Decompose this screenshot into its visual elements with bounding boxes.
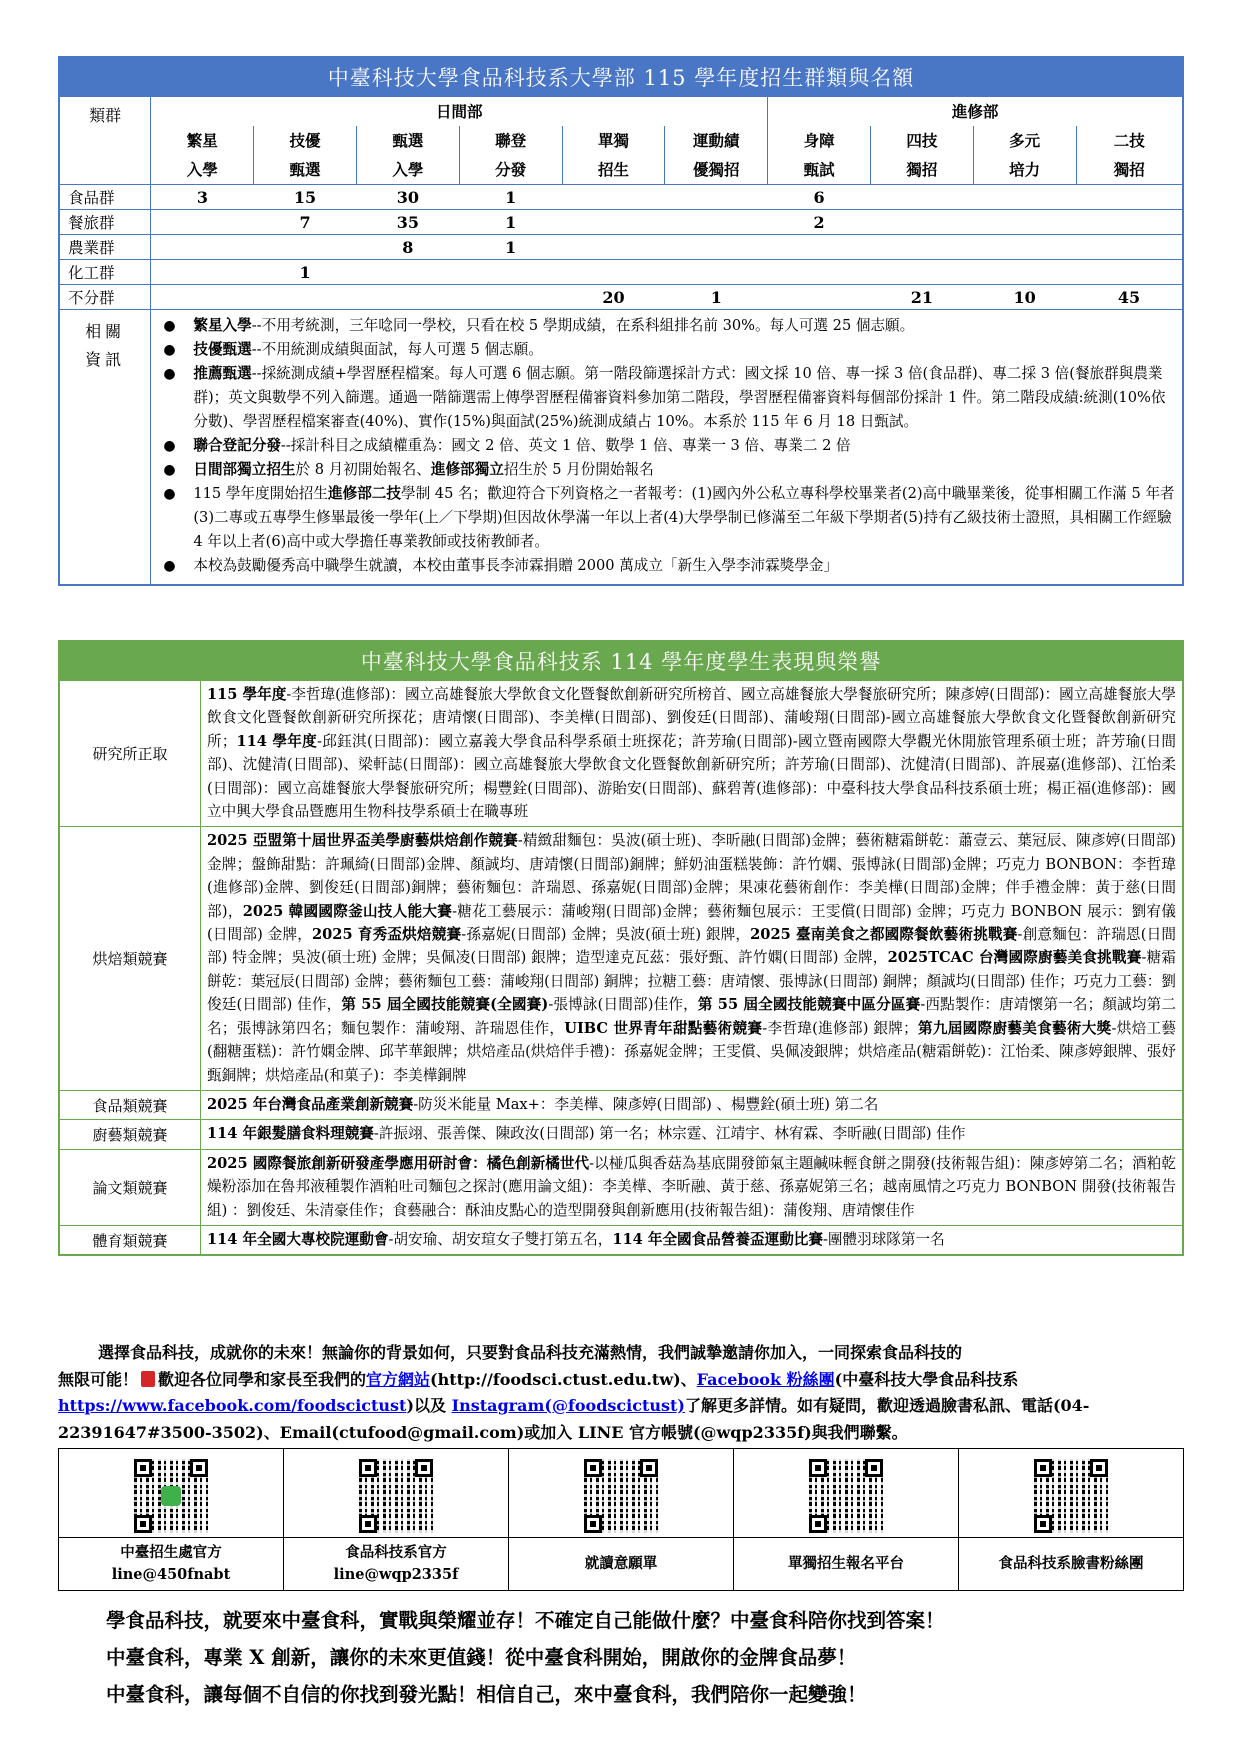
column-header-line2: 分發 xyxy=(495,160,527,179)
info-item-text: --不用考統測，三年唸同一學校，只看在校 5 學期成績，在系科組排名前 30%。每人可選 25 個志願。 xyxy=(251,317,915,334)
column-header xyxy=(768,126,871,185)
column-header-line1: 四技 xyxy=(906,131,938,150)
quota-cell xyxy=(665,185,768,210)
info-item xyxy=(161,434,1176,458)
quota-cell xyxy=(151,285,254,310)
quota-cell xyxy=(1076,185,1183,210)
qr-label-id: line@wqp2335f xyxy=(333,1566,459,1583)
table-row xyxy=(59,185,1183,210)
qr-label xyxy=(734,1538,959,1591)
quota-cell: 1 xyxy=(254,260,357,285)
qr-label xyxy=(284,1538,509,1591)
column-header-line2: 甄選 xyxy=(289,160,321,179)
column-header xyxy=(973,126,1076,185)
category-name: 食品群 xyxy=(59,185,151,210)
info-item-text: 115 學年度開始招生 xyxy=(193,485,328,502)
facebook-url-link[interactable]: https://www.facebook.com/foodscictust xyxy=(58,1396,407,1415)
quota-cell xyxy=(562,210,665,235)
info-item-text: 於 8 月初開始報名、 xyxy=(295,461,431,478)
column-header xyxy=(254,126,357,185)
slogans xyxy=(58,1602,1184,1713)
honors-row xyxy=(59,827,1183,1090)
column-header-line1: 單獨 xyxy=(597,131,629,150)
qr-label-title: 食品科技系臉書粉絲團 xyxy=(998,1555,1144,1572)
table-row xyxy=(59,285,1183,310)
qr-code-icon[interactable] xyxy=(359,1459,433,1533)
honors-category: 廚藝類競賽 xyxy=(59,1120,201,1149)
column-header-line2: 培力 xyxy=(1009,160,1041,179)
quota-cell: 1 xyxy=(665,285,768,310)
info-item-text: --採計科目之成績權重為：國文 2 倍、英文 1 倍、數學 1 倍、專業一 3 倍、專業二 2 倍 xyxy=(280,437,851,454)
invitation-line-4: 22391647#3500-3502)、Email(ctufood@gmail.com)或加入 LINE 官方帳號(@wqp2335f)與我們聯繫。 xyxy=(58,1422,908,1442)
invitation-line-3 xyxy=(58,1393,1184,1420)
quota-cell xyxy=(151,260,254,285)
quota-cell xyxy=(356,285,459,310)
quota-cell xyxy=(1076,260,1183,285)
qr-code-icon[interactable] xyxy=(584,1459,658,1533)
quota-cell: 35 xyxy=(356,210,459,235)
column-header xyxy=(356,126,459,185)
column-header-line1: 二技 xyxy=(1113,131,1145,150)
invitation-text: 無限可能！ xyxy=(58,1369,139,1389)
info-item xyxy=(161,314,1176,338)
official-website-link[interactable]: 官方網站 xyxy=(366,1369,431,1389)
qr-label-row xyxy=(59,1538,1184,1591)
quota-cell xyxy=(870,235,973,260)
info-item-title: 聯合登記分發 xyxy=(193,437,281,454)
qr-label xyxy=(59,1538,284,1591)
quota-cell xyxy=(562,185,665,210)
category-name: 不分群 xyxy=(59,285,151,310)
column-header-line1: 聯登 xyxy=(495,131,527,150)
invitation-paragraph xyxy=(58,1340,1184,1446)
category-name: 農業群 xyxy=(59,235,151,260)
website-url-text: (http://foodsci.ctust.edu.tw)、 xyxy=(430,1369,697,1389)
column-header xyxy=(1076,126,1183,185)
line-logo-icon xyxy=(161,1486,181,1506)
info-item-text: 招生於 5 月份開始報名 xyxy=(503,461,654,478)
qr-label-title: 就讀意願單 xyxy=(584,1555,658,1572)
column-header-line1: 多元 xyxy=(1009,131,1041,150)
megaphone-icon xyxy=(141,1371,155,1387)
info-item-text: 本校為鼓勵優秀高中職學生就讀，本校由董事長李沛霖捐贈 2000 萬成立「新生入學李沛霖獎學金」 xyxy=(193,557,839,574)
honors-row xyxy=(59,681,1183,827)
info-label-1: 相關 xyxy=(85,322,126,341)
column-header-line1: 技優 xyxy=(289,131,321,150)
info-item-text: --採統測成績+學習歷程檔案。每人可選 6 個志願。第一階段篩選採計方式：國文採 10 倍、專一採 3 倍(食品群)、專二採 3 倍(餐旅群與農業群)；英文與數學不列入篩選。通過一階篩選需上傳學習歷程備審資料參加第二階段，學習歷程備審資料每個部份採計 1 件。第二階段成績:統測(10%依分數)、學習歷程檔案審查(40%)、實作(15%)與面試(25%)統測成績占 10%。本系於 115 年 6 月 18 日甄試。 xyxy=(193,365,1166,430)
quota-cell xyxy=(870,210,973,235)
category-label: 類群 xyxy=(59,97,151,185)
qr-section xyxy=(58,1448,1184,1591)
qr-label xyxy=(959,1538,1184,1591)
day-division-label: 日間部 xyxy=(151,97,768,127)
info-item xyxy=(161,338,1176,362)
info-label xyxy=(59,310,151,586)
honors-row xyxy=(59,1149,1183,1225)
column-header-line2: 優獨招 xyxy=(693,160,740,179)
info-label-2: 資訊 xyxy=(85,350,126,369)
invitation-line-2 xyxy=(58,1367,1184,1394)
table-row xyxy=(59,210,1183,235)
quota-cell xyxy=(459,260,562,285)
honors-section xyxy=(58,640,1184,1256)
quota-cell xyxy=(356,260,459,285)
quota-cell xyxy=(768,235,871,260)
column-headers xyxy=(59,126,1183,185)
table-row xyxy=(59,260,1183,285)
column-header xyxy=(459,126,562,185)
quota-cell: 45 xyxy=(1076,285,1183,310)
quota-cell xyxy=(562,260,665,285)
qr-cell xyxy=(734,1449,959,1538)
quota-cell xyxy=(151,210,254,235)
quota-cell: 8 xyxy=(356,235,459,260)
info-item-title: 繁星入學 xyxy=(193,317,252,334)
quota-cell: 15 xyxy=(254,185,357,210)
info-item-title: 進修部獨立 xyxy=(430,461,504,478)
honors-row xyxy=(59,1120,1183,1149)
slogan-line: 學食品科技，就要來中臺食科，實戰與榮耀並存！不確定自己能做什麼？中臺食科陪你找到答案！ xyxy=(106,1609,945,1632)
honors-row xyxy=(59,1225,1183,1255)
quota-cell xyxy=(254,235,357,260)
info-item xyxy=(161,458,1176,482)
quota-cell: 30 xyxy=(356,185,459,210)
qr-cell xyxy=(284,1449,509,1538)
quota-cell: 3 xyxy=(151,185,254,210)
quota-cell xyxy=(459,285,562,310)
qr-code-icon[interactable] xyxy=(1034,1459,1108,1533)
quota-cell xyxy=(768,285,871,310)
info-item xyxy=(161,482,1176,554)
column-header-line2: 入學 xyxy=(186,160,218,179)
qr-table xyxy=(58,1448,1184,1591)
quota-cell: 21 xyxy=(870,285,973,310)
honors-category: 體育類競賽 xyxy=(59,1225,201,1255)
instagram-link[interactable]: Instagram(@foodscictust) xyxy=(451,1396,685,1415)
honors-rows xyxy=(59,681,1183,1256)
honors-content: 114 年銀髮膳食料理競賽-許振翊、張善傑、陳政汝(日間部) 第一名；林宗霆、江靖宇、林宥霖、李昕融(日間部) 佳作 xyxy=(201,1120,1184,1149)
honors-table xyxy=(58,640,1184,1256)
quota-cell: 7 xyxy=(254,210,357,235)
quota-cell xyxy=(1076,210,1183,235)
qr-code-icon[interactable] xyxy=(809,1459,883,1533)
quota-cell xyxy=(973,235,1076,260)
quota-cell xyxy=(665,210,768,235)
honors-content: 114 年全國大專校院運動會-胡安瑜、胡安瑄女子雙打第五名，114 年全國食品營養盃運動比賽-團體羽球隊第一名 xyxy=(201,1225,1184,1255)
quota-cell: 2 xyxy=(768,210,871,235)
column-header xyxy=(151,126,254,185)
slogan-line: 中臺食科，專業 X 創新，讓你的未來更值錢！從中臺食科開始，開啟你的金牌食品夢！ xyxy=(106,1646,857,1669)
info-item-text: --不用統測成績與面試，每人可選 5 個志願。 xyxy=(251,341,543,358)
quota-cell xyxy=(870,260,973,285)
honors-category: 研究所正取 xyxy=(59,681,201,827)
admission-section xyxy=(58,56,1184,586)
info-item xyxy=(161,554,1176,578)
honors-title: 中臺科技大學食品科技系 114 學年度學生表現與榮譽 xyxy=(59,641,1183,681)
quota-cell xyxy=(254,285,357,310)
quota-cell xyxy=(665,260,768,285)
honors-category: 食品類競賽 xyxy=(59,1090,201,1119)
info-list xyxy=(161,314,1176,578)
column-header-line1: 身障 xyxy=(803,131,835,150)
column-header-line2: 甄試 xyxy=(803,160,835,179)
admission-rows xyxy=(59,185,1183,310)
info-item xyxy=(161,362,1176,434)
line-qr-icon[interactable] xyxy=(134,1459,208,1533)
info-item-title: 日間部獨立招生 xyxy=(193,461,296,478)
column-header-line2: 招生 xyxy=(597,160,629,179)
category-name: 餐旅群 xyxy=(59,210,151,235)
column-header-line1: 甄選 xyxy=(392,131,424,150)
honors-content: 2025 國際餐旅創新研發產學應用研討會：橘色創新橘世代-以椪瓜與香菇為基底開發節氣主題鹹味輕食餅之開發(技術報告組)：陳彥婷第二名；酒粕乾燥粉添加在魯邦液種製作酒粕吐司麵包之探討(應用論文組)：李美樺、李昕融、黃于慈、孫嘉妮第三名；越南風情之巧克力 BONBON 開發(技術報告組) ：劉俊廷、朱清豪佳作；食藝融合：酥油皮點心的造型開發與創新應用(技術報告組)：蒲俊翔、唐靖懷佳作 xyxy=(201,1149,1184,1225)
column-header-line1: 繁星 xyxy=(186,131,218,150)
facebook-name-text: (中臺科技大學食品科技系 xyxy=(834,1369,1019,1389)
quota-cell: 1 xyxy=(459,210,562,235)
category-name: 化工群 xyxy=(59,260,151,285)
quota-cell: 20 xyxy=(562,285,665,310)
evening-division-label: 進修部 xyxy=(768,97,1183,127)
quota-cell xyxy=(1076,235,1183,260)
slogan-line: 中臺食科，讓每個不自信的你找到發光點！相信自己，來中臺食科，我們陪你一起變強！ xyxy=(106,1683,867,1706)
column-header xyxy=(562,126,665,185)
quota-cell xyxy=(151,235,254,260)
table-row xyxy=(59,235,1183,260)
qr-label-title: 食品科技系官方 xyxy=(345,1544,447,1561)
qr-label-title: 單獨招生報名平台 xyxy=(788,1555,904,1572)
qr-cell xyxy=(509,1449,734,1538)
qr-cell xyxy=(959,1449,1184,1538)
honors-category: 論文類競賽 xyxy=(59,1149,201,1225)
honors-content: 115 學年度-李哲瑋(進修部)：國立高雄餐旅大學飲食文化暨餐飲創新研究所榜首、國立高雄餐旅大學餐旅研究所；陳彥婷(日間部)：國立高雄餐旅大學飲食文化暨餐飲創新研究所探花；唐靖懷(日間部)、李美樺(日間部)、劉俊廷(日間部)、蒲峻翔(日間部)-國立高雄餐旅大學飲食文化暨餐飲創新研究所；114 學年度-邱鈺淇(日間部)：國立嘉義大學食品科學系碩士班探花；許芳瑜(日間部)-國立暨南國際大學觀光休閒旅管理系碩士班；許芳瑜(日間部)、沈健清(日間部)、梁軒誌(日間部)：國立高雄餐旅大學飲食文化暨餐飲創新研究所；許芳瑜(日間部)、沈健清(日間部)、許展嘉(進修部)、江怡柔(日間部)：國立高雄餐旅大學餐旅研究所；楊豐銓(日間部)、游貽安(日間部)、蘇碧菁(進修部)：中臺科技大學食品科技系碩士班；楊正福(進修部)：國立中興大學食品暨應用生物科技學系碩士在職專班 xyxy=(201,681,1184,827)
admission-title: 中臺科技大學食品科技系大學部 115 學年度招生群類與名額 xyxy=(59,57,1183,97)
admission-table xyxy=(58,56,1184,586)
quota-cell xyxy=(870,185,973,210)
info-item-text: 學制 45 名；歡迎符合下列資格之一者報考：(1)國內外公私立專科學校畢業者(2)高中職畢業後，從事相關工作滿 5 年者(3)二專或五專學生修畢最後一學年(上／下學期)但因故休學滿一年以上者(4)大學學制已修滿至二年級下學期者(5)持有乙級技術士證照，具相關工作經驗 4 年以上者(6)高中或大學擔任專業教師或技術教師者。 xyxy=(193,485,1175,550)
honors-row xyxy=(59,1090,1183,1119)
qr-label-title: 中臺招生處官方 xyxy=(120,1544,222,1561)
quota-cell: 10 xyxy=(973,285,1076,310)
qr-label-id: line@450fnabt xyxy=(111,1566,231,1583)
quota-cell xyxy=(768,260,871,285)
honors-category: 烘焙類競賽 xyxy=(59,827,201,1090)
quota-cell xyxy=(973,210,1076,235)
column-header xyxy=(665,126,768,185)
info-item-title: 推薦甄選 xyxy=(193,365,252,382)
qr-label xyxy=(509,1538,734,1591)
qr-code-row xyxy=(59,1449,1184,1538)
column-header xyxy=(870,126,973,185)
invitation-text: 了解更多詳情。如有疑問，歡迎透過臉書私訊、電話(04- xyxy=(684,1396,1090,1415)
quota-cell xyxy=(562,235,665,260)
quota-cell xyxy=(973,185,1076,210)
column-header-line2: 入學 xyxy=(392,160,424,179)
invitation-text: )以及 xyxy=(406,1396,452,1415)
quota-cell: 1 xyxy=(459,235,562,260)
admission-info xyxy=(151,310,1183,586)
quota-cell: 6 xyxy=(768,185,871,210)
column-header-line2: 獨招 xyxy=(906,160,938,179)
info-item-title: 進修部二技 xyxy=(328,485,401,502)
column-header-line2: 獨招 xyxy=(1113,160,1145,179)
qr-cell xyxy=(59,1449,284,1538)
info-item-title: 技優甄選 xyxy=(193,341,252,358)
quota-cell xyxy=(665,235,768,260)
invitation-line-1: 選擇食品科技，成就你的未來！無論你的背景如何，只要對食品科技充滿熱情，我們誠摯邀請你加入，一同探索食品科技的 xyxy=(98,1343,963,1362)
honors-content: 2025 亞盟第十屆世界盃美學廚藝烘焙創作競賽-精緻甜麵包：吳波(碩士班)、李昕融(日間部)金牌；藝術糖霜餅乾：蕭壹云、葉冠辰、陳彥婷(日間部)金牌；盤飾甜點：許珮綺(日間部)金牌、顏誠均、唐靖懷(日間部)銅牌；鮮奶油蛋糕裝飾：許竹嫻、張博詠(日間部)金牌；巧克力 BONBON：李哲瑋(進修部)金牌、劉俊廷(日間部)銅牌；藝術麵包：許瑞恩、孫嘉妮(日間部)金牌；果凍花藝術創作：李美樺(日間部)金牌；伴手禮金牌：黃于慈(日間部)，2025 韓國國際釜山技人能大賽-糖花工藝展示：蒲峻翔(日間部)金牌；藝術麵包展示：王雯償(日間部) 金牌；巧克力 BONBON 展示：劉宥儀(日間部) 金牌，2025 育秀盃烘焙競賽-孫嘉妮(日間部) 金牌；吳波(碩士班) 銀牌，2025 臺南美食之都國際餐飲藝術挑戰賽-創意麵包：許瑞恩(日間部) 特金牌；吳波(碩士班) 金牌；吳佩凌(日間部) 銀牌；造型達克瓦茲：張妤甄、許竹嫻(日間部) 金牌，2025TCAC 台灣國際廚藝美食挑戰賽-糖霜餅乾：葉冠辰(日間部) 金牌；藝術麵包工藝：蒲峻翔(日間部) 銅牌；拉糖工藝：唐靖懷、張博詠(日間部) 銅牌；顏誠均(日間部) 佳作；巧克力工藝：劉俊廷(日間部) 佳作，第 55 屆全國技能競賽(全國賽)-張博詠(日間部)佳作，第 55 屆全國技能競賽中區分區賽-西點製作：唐靖懷第一名；顏誠均第二名；張博詠第四名；麵包製作：蒲峻翔、許瑞恩佳作，UIBC 世界青年甜點藝術競賽-李哲瑋(進修部) 銀牌；第九屆國際廚藝美食藝術大獎-烘焙工藝(翻糖蛋糕)：許竹嫻金牌、邱芊華銀牌；烘焙產品(烘焙伴手禮)：孫嘉妮金牌；王雯償、吳佩凌銀牌；烘焙產品(糖霜餅乾)：江怡柔、陳彥婷銀牌、張妤甄銅牌；烘焙產品(和菓子)：李美樺銅牌 xyxy=(201,827,1184,1090)
quota-cell: 1 xyxy=(459,185,562,210)
invitation-text: 歡迎各位同學和家長至我們的 xyxy=(158,1369,367,1389)
honors-content: 2025 年台灣食品產業創新競賽-防災米能量 Max+：李美樺、陳彥婷(日間部) 、楊豐銓(碩士班) 第二名 xyxy=(201,1090,1184,1119)
column-header-line1: 運動績 xyxy=(693,131,740,150)
facebook-link[interactable]: Facebook 粉絲團 xyxy=(696,1369,835,1389)
quota-cell xyxy=(973,260,1076,285)
